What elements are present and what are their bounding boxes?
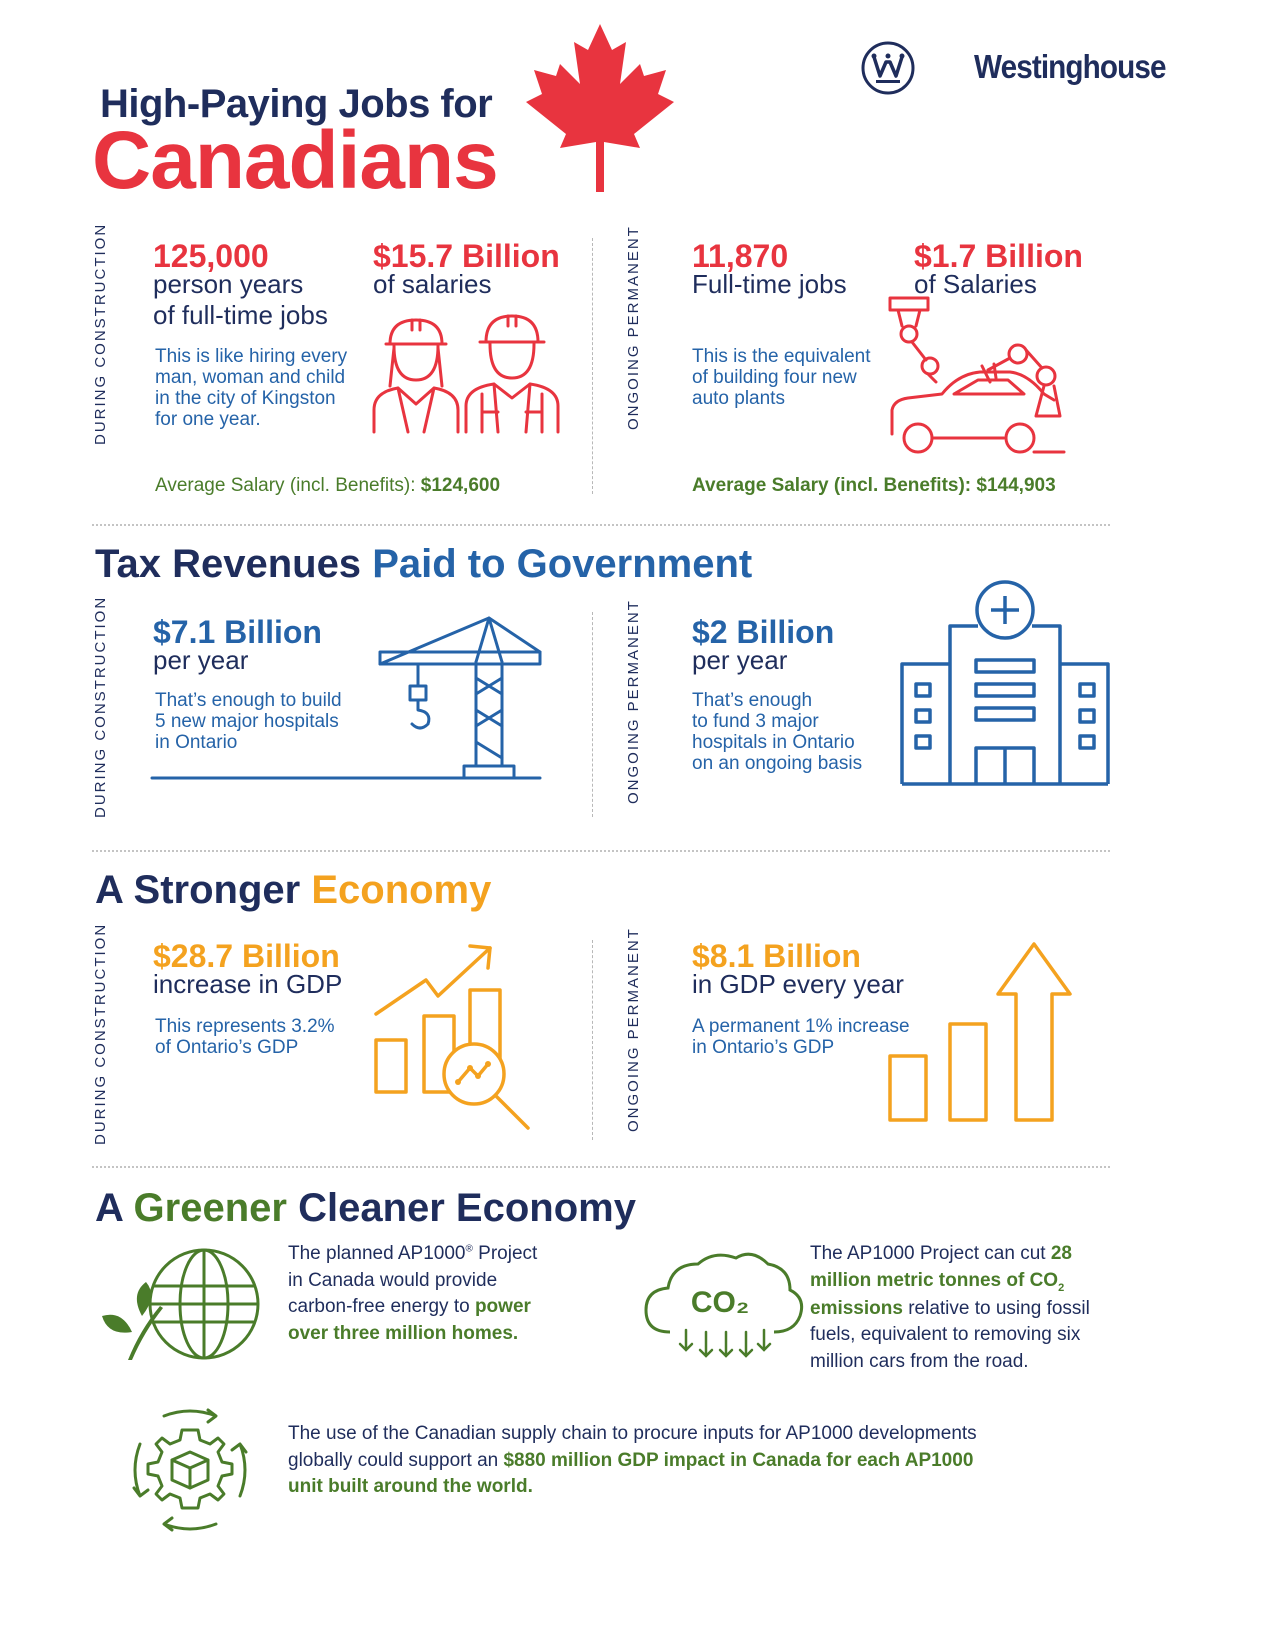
tax-ongoing-desc-3: hospitals in Ontario <box>692 732 855 753</box>
section-divider <box>92 1166 1110 1168</box>
section-divider <box>92 524 1110 526</box>
green-item1-text: The planned AP1000® Project in Canada would provide carbon-free energy to power over three million homes. <box>288 1243 538 1344</box>
jobs-construction-stat2-value: $15.7 Billion <box>373 238 560 274</box>
green-title-part1: A <box>95 1186 123 1230</box>
ongoing-permanent-label: ONGOING PERMANENT <box>625 599 642 804</box>
divider <box>592 940 593 1140</box>
jobs-ongoing-stat1-text: Full-time jobs <box>692 269 847 299</box>
green-title-part3: Cleaner Economy <box>298 1186 636 1230</box>
during-construction-label: DURING CONSTRUCTION <box>92 222 109 445</box>
salary-label: Average Salary (incl. Benefits): <box>155 475 416 496</box>
economy-ongoing-unit: in GDP every year <box>692 969 904 999</box>
divider <box>592 612 593 817</box>
economy-ongoing-desc-2: in Ontario’s GDP <box>692 1037 835 1058</box>
economy-construction-desc-2: of Ontario’s GDP <box>155 1037 299 1058</box>
co2-icon-text: CO₂ <box>690 1286 750 1319</box>
tax-ongoing-desc-2: to fund 3 major <box>692 711 819 732</box>
growth-chart-magnifier-icon <box>370 940 538 1140</box>
green-item2-text: The AP1000 Project can cut 28 million metric tonnes of $CO_2$ emissions relative to using fossil fuels, equivalent to removing six million cars from the road. <box>810 1243 1090 1372</box>
salary-label: Average Salary (incl. Benefits): <box>692 475 972 496</box>
jobs-construction-stat1-value: 125,000 <box>153 238 269 274</box>
during-construction-label: DURING CONSTRUCTION <box>92 595 109 818</box>
ongoing-permanent-label: ONGOING PERMANENT <box>625 225 642 430</box>
tax-construction-desc-3: in Ontario <box>155 732 238 753</box>
tax-construction-desc-1: That’s enough to build <box>155 690 342 711</box>
title-line1: High-Paying Jobs for <box>100 82 493 126</box>
robot-car-assembly-icon <box>884 292 1074 462</box>
green-section-title <box>95 1186 636 1231</box>
jobs-construction-stat1-line2: of full-time jobs <box>153 300 328 330</box>
tax-construction-unit: per year <box>153 645 249 675</box>
construction-workers-icon <box>368 308 578 436</box>
tax-construction-desc-2: 5 new major hospitals <box>155 711 339 732</box>
tax-construction-value: $7.1 Billion <box>153 614 322 650</box>
economy-construction-unit: increase in GDP <box>153 969 343 999</box>
jobs-ongoing-stat2-value: $1.7 Billion <box>914 238 1083 274</box>
salary-value: $144,903 <box>976 475 1056 496</box>
globe-leaf-icon <box>100 1244 270 1364</box>
jobs-ongoing-stat2-text: of Salaries <box>914 269 1037 299</box>
jobs-construction-stat2-text: of salaries <box>373 269 492 299</box>
jobs-construction-desc-2: man, woman and child <box>155 367 346 388</box>
title-line2: Canadians <box>92 115 498 206</box>
economy-title-part1: A Stronger <box>95 868 301 912</box>
jobs-ongoing-desc-2: of building four new <box>692 367 857 388</box>
tax-ongoing-desc-4: on an ongoing basis <box>692 753 863 774</box>
tax-section-title <box>95 542 752 587</box>
economy-ongoing-desc-1: A permanent 1% increase <box>692 1016 910 1037</box>
maple-leaf-icon <box>520 20 680 200</box>
bar-arrow-up-icon <box>884 940 1074 1125</box>
jobs-ongoing-salary <box>692 475 1056 497</box>
green-item3-text: The use of the Canadian supply chain to procure inputs for AP1000 developments globally could support an $880 million GDP impact in Canada for each AP1000 unit built around the world. <box>288 1423 977 1498</box>
jobs-construction-stat1-line1: person years <box>153 269 304 299</box>
economy-title-part2: Economy <box>311 868 492 912</box>
co2-cloud-icon <box>640 1246 810 1366</box>
tax-title-part2: Paid to Government <box>372 542 753 586</box>
jobs-construction-salary <box>155 475 500 497</box>
jobs-ongoing-desc-1: This is the equivalent <box>692 346 871 367</box>
economy-ongoing-value: $8.1 Billion <box>692 938 861 974</box>
green-title-part2: Greener <box>133 1186 287 1230</box>
salary-value: $124,600 <box>420 475 501 496</box>
economy-construction-value: $28.7 Billion <box>153 938 340 974</box>
construction-crane-icon <box>150 612 546 784</box>
jobs-ongoing-desc-3: auto plants <box>692 388 785 409</box>
hospital-icon <box>898 580 1112 790</box>
jobs-construction-desc-3: in the city of Kingston <box>155 388 336 409</box>
economy-construction-desc-1: This represents 3.2% <box>155 1016 335 1037</box>
section-divider <box>92 850 1110 852</box>
supply-chain-gear-icon <box>120 1400 260 1540</box>
economy-section-title <box>95 868 491 913</box>
jobs-construction-desc-4: for one year. <box>155 409 261 430</box>
jobs-ongoing-stat1-value: 11,870 <box>692 238 789 274</box>
tax-ongoing-desc-1: That’s enough <box>692 690 813 711</box>
tax-ongoing-value: $2 Billion <box>692 614 835 650</box>
during-construction-label: DURING CONSTRUCTION <box>92 922 109 1145</box>
tax-ongoing-unit: per year <box>692 645 788 675</box>
ongoing-permanent-label: ONGOING PERMANENT <box>625 927 642 1132</box>
brand-name: Westinghouse <box>974 48 1166 85</box>
divider <box>592 238 593 494</box>
jobs-construction-desc-1: This is like hiring every <box>155 346 348 367</box>
westinghouse-logo-icon <box>860 40 916 96</box>
tax-title-part1: Tax Revenues <box>95 542 362 586</box>
